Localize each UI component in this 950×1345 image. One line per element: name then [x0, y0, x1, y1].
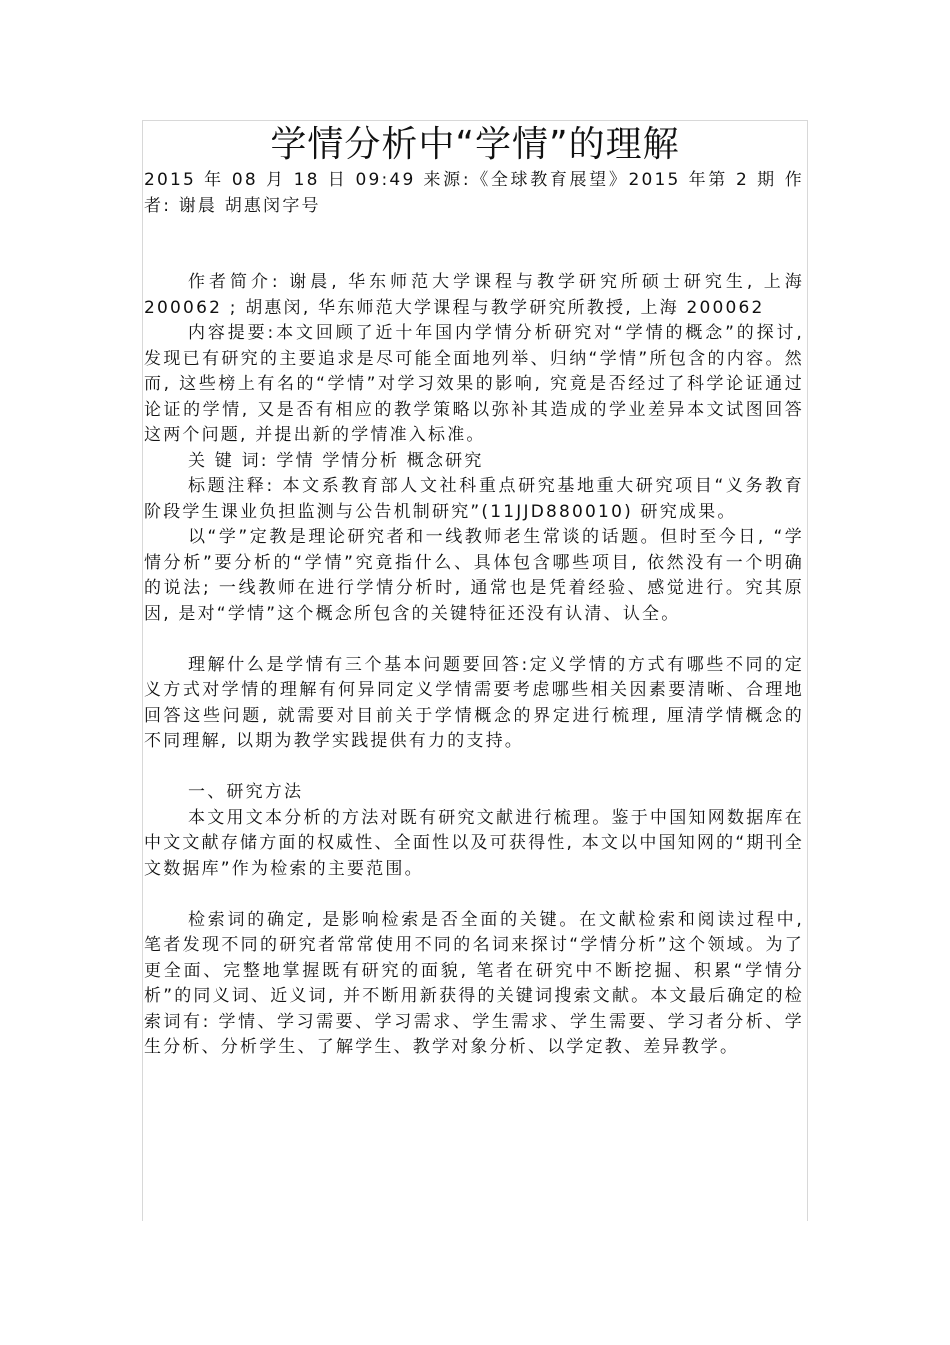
abstract: 内容提要:本文回顾了近十年国内学情分析研究对“学情的概念”的探讨, 发现已有研究的主要追求是尽可能全面地列举、归纳“学情”所包含的内容。然而, 这些榜上有名的“学情”对学习效果的影响, 究竟是否经过了科学论证通过论证的学情, 又是否有相应的教学策略以弥补其造成的学业差异本文试图回答这两个问题, 并提出新的学情准入标准。	[144, 323, 804, 445]
paragraph: 本文用文本分析的方法对既有研究文献进行梳理。鉴于中国知网数据库在中文文献存储方面的权威性、全面性以及可获得性, 本文以中国知网的“期刊全文数据库”作为检索的主要范围。	[144, 807, 804, 879]
section-heading: 一、研究方法	[188, 782, 304, 802]
keywords: 关 键 词: 学情 学情分析 概念研究	[188, 450, 484, 471]
paragraph: 检索词的确定, 是影响检索是否全面的关键。在文献检索和阅读过程中, 笔者发现不同的研究者常常使用不同的名词来探讨“学情分析”这个领域。为了更全面、完整地掌握既有研究的面貌, 笔者在研究中不断挖掘、积累“学情分析”的同义词、近义词, 并不断用新获得的关键词搜索文献。本文最后确定的检索词有: 学情、学习需要、学习需求、学生需求、学生需要、学习者分析、学生分析、分析学生、了解学生、教学对象分析、以学定教、差异教学。	[144, 909, 804, 1057]
article-body	[144, 168, 804, 1061]
article-title: 学情分析中“学情”的理解	[270, 124, 680, 165]
author-intro: 作者简介: 谢晨, 华东师范大学课程与教学研究所硕士研究生, 上海 200062 ; 胡惠闵, 华东师范大学课程与教学研究所教授, 上海 200062	[144, 272, 804, 318]
article-meta: 2015 年 08 月 18 日 09:49 来源:《全球教育展望》2015 年第 2 期 作者: 谢晨 胡惠闵字号	[144, 170, 804, 216]
paragraph: 理解什么是学情有三个基本问题要回答:定义学情的方式有哪些不同的定义方式对学情的理解有何异同定义学情需要考虑哪些相关因素要清晰、合理地回答这些问题, 就需要对目前关于学情概念的界定进行梳理, 厘清学情概念的不同理解, 以期为教学实践提供有力的支持。	[144, 654, 804, 751]
paragraph: 以“学”定教是理论研究者和一线教师老生常谈的话题。但时至今日, “学情分析”要分析的“学情”究竟指什么、具体包含哪些项目, 依然没有一个明确的说法; 一线教师在进行学情分析时, 通常也是凭着经验、感觉进行。究其原因, 是对“学情”这个概念所包含的关键特征还没有认清、认全。	[144, 527, 804, 624]
title-note: 标题注释: 本文系教育部人文社科重点研究基地重大研究项目“义务教育阶段学生课业负担监测与公告机制研究”(11JJD880010) 研究成果。	[144, 476, 804, 522]
